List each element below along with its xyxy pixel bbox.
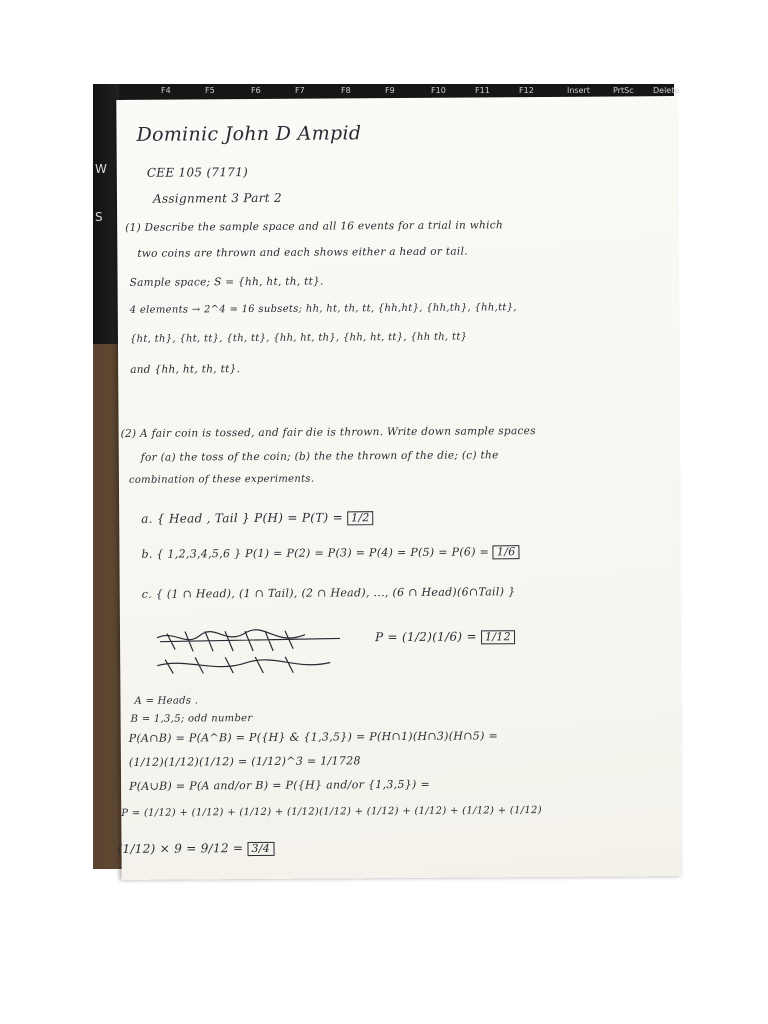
q2-probability-text: P = (1/2)(1/6) = — [374, 629, 477, 645]
key-f9: F9 — [385, 86, 395, 95]
work-line3: P(A∩B) = P(A^B) = P({H} & {1,3,5}) = P(H∩1)(H∩3)(H∩5) = — [128, 729, 499, 745]
q2-probability-boxed-answer: 1/12 — [481, 630, 515, 644]
key-f11: F11 — [475, 86, 490, 95]
q2a-text: a. { Head , Tail } P(H) = P(T) = — [141, 510, 344, 526]
q2a-boxed-answer: 1/2 — [347, 511, 374, 525]
q1-question-line2: two coins are thrown and each shows either a head or tail. — [137, 245, 468, 260]
student-name: Dominic John D Ampid — [136, 122, 362, 146]
q1-events-line2: {ht, th}, {ht, tt}, {th, tt}, {hh, ht, th}, {hh, ht, tt}, {hh th, tt} — [129, 331, 468, 345]
key-f10: F10 — [431, 86, 446, 95]
q1-sample-space: Sample space; S = {hh, ht, th, tt}. — [129, 275, 324, 289]
handwritten-page — [116, 96, 681, 880]
work-line4: (1/12)(1/12)(1/12) = (1/12)^3 = 1/1728 — [128, 754, 361, 769]
key-delete: Delete — [653, 86, 680, 95]
assignment-title: Assignment 3 Part 2 — [152, 190, 282, 206]
key-s: S — [95, 210, 103, 224]
key-w: W — [95, 162, 107, 176]
work-line1: A = Heads . — [134, 695, 199, 707]
key-prtsc: PrtSc — [613, 86, 634, 95]
course-code: CEE 105 (7171) — [146, 165, 249, 180]
work-line7-text: (1/12) × 9 = 9/12 = — [117, 841, 244, 856]
q2a-answer — [141, 510, 374, 526]
key-f12: F12 — [519, 86, 534, 95]
q2b-answer — [141, 545, 519, 561]
q2-question-line3: combination of these experiments. — [128, 473, 315, 486]
document-photo — [93, 84, 680, 869]
key-f7: F7 — [295, 86, 305, 95]
key-insert: Insert — [567, 86, 590, 95]
key-f6: F6 — [251, 86, 261, 95]
work-line7-boxed-answer: 3/4 — [247, 842, 274, 856]
q2-question-line2: for (a) the toss of the coin; (b) the the thrown of the die; (c) the — [140, 449, 499, 464]
key-f4: F4 — [161, 86, 171, 95]
q2-question-line1: (2) A fair coin is tossed, and fair die is thrown. Write down sample spaces — [120, 425, 536, 440]
work-line7 — [117, 841, 274, 857]
work-line6: P = (1/12) + (1/12) + (1/12) + (1/12)(1/12) + (1/12) + (1/12) + (1/12) + (1/12) — [121, 805, 542, 819]
key-f5: F5 — [205, 86, 215, 95]
q2b-boxed-answer: 1/6 — [493, 545, 520, 559]
q1-events-line3: and {hh, ht, th, tt}. — [130, 363, 241, 376]
work-line2: B = 1,3,5; odd number — [130, 713, 253, 725]
keyboard-side — [93, 84, 119, 344]
crossed-out-scribble — [155, 626, 345, 677]
q2-probability — [375, 629, 515, 645]
q2c-answer: c. { (1 ∩ Head), (1 ∩ Tail), (2 ∩ Head), ..., (6 ∩ Head)(6∩Tail) } — [141, 585, 516, 601]
work-line5: P(A∪B) = P(A and/or B) = P({H} and/or {1,3,5}) = — [129, 777, 430, 793]
q1-question-line1: (1) Describe the sample space and all 16 events for a trial in which — [125, 219, 504, 234]
q1-events-line1: 4 elements → 2^4 = 16 subsets; hh, ht, th, tt, {hh,ht}, {hh,th}, {hh,tt}, — [129, 302, 517, 316]
q2b-text: b. { 1,2,3,4,5,6 } P(1) = P(2) = P(3) = P(4) = P(5) = P(6) = — [141, 545, 490, 561]
key-f8: F8 — [341, 86, 351, 95]
